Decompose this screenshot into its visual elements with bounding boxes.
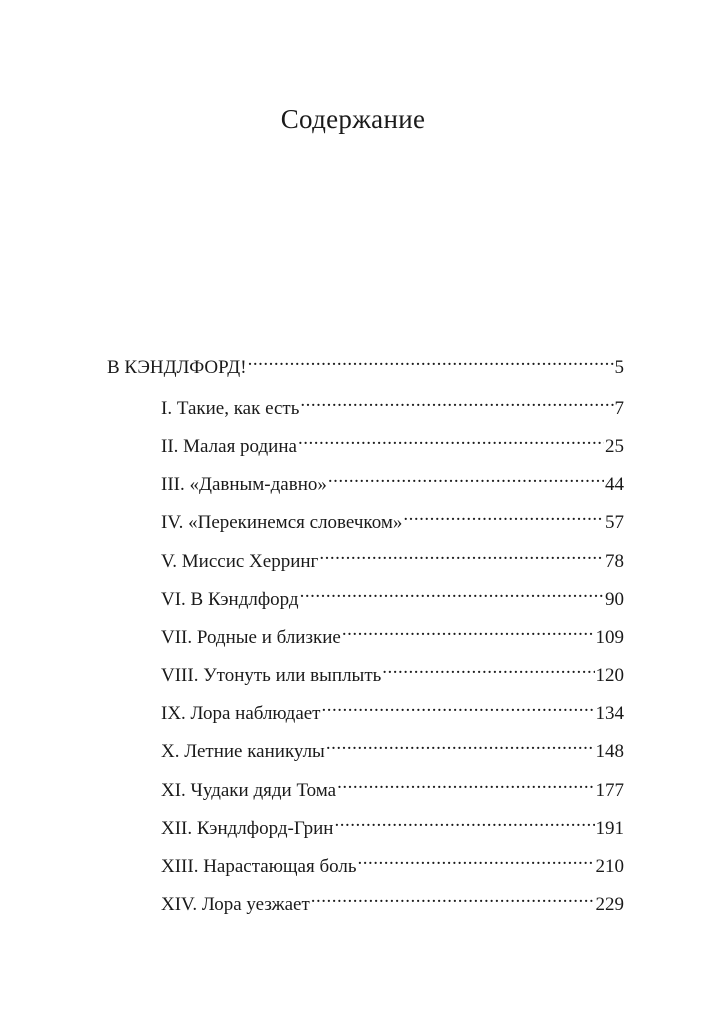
toc-entry-label: II. Малая родина	[161, 436, 297, 457]
toc-entry-page: 229	[595, 894, 624, 915]
toc-entry-page: 134	[595, 703, 624, 724]
toc-entry-label: XI. Чудаки дяди Тома	[161, 780, 337, 801]
dot-leader	[328, 464, 604, 490]
toc-entry-page: 148	[595, 741, 624, 762]
dot-leader	[382, 655, 594, 681]
dot-leader	[337, 770, 594, 796]
toc-entry-label: XIV. Лора уезжает	[161, 894, 310, 915]
toc-entry-label: V. Миссис Херринг	[161, 551, 319, 572]
toc-entry-page: 191	[595, 818, 624, 839]
toc-entry-page: 78	[605, 551, 624, 572]
toc-entry-part[interactable]	[107, 347, 624, 378]
dot-leader	[319, 541, 604, 567]
toc-entry[interactable]	[161, 693, 624, 724]
toc-entry[interactable]	[161, 388, 624, 419]
toc-entry-page: 25	[605, 436, 624, 457]
toc-entry-label: XII. Кэндлфорд-Грин	[161, 818, 334, 839]
toc-entry-page: 44	[605, 474, 624, 495]
toc-entry-label: X. Летние каникулы	[161, 741, 325, 762]
toc-entry[interactable]	[161, 884, 624, 915]
dot-leader	[300, 579, 604, 605]
toc-entry[interactable]	[161, 770, 624, 801]
toc-entry-page: 177	[595, 780, 624, 801]
toc-entry[interactable]	[161, 541, 624, 572]
toc-entry-page: 5	[614, 357, 624, 378]
dot-leader	[311, 884, 595, 910]
toc-entry-page: 210	[595, 856, 624, 877]
toc-entry-label: I. Такие, как есть	[161, 398, 300, 419]
toc-entry-label: В КЭНДЛФОРД!	[107, 357, 247, 378]
toc-entry[interactable]	[161, 617, 624, 648]
dot-leader	[403, 502, 604, 528]
toc-entry-page: 7	[614, 398, 624, 419]
dot-leader	[300, 388, 613, 414]
toc-entry[interactable]	[161, 579, 624, 610]
toc-entry[interactable]	[161, 731, 624, 762]
toc-entry[interactable]	[161, 808, 624, 839]
dot-leader	[326, 731, 595, 757]
toc-entry-label: VII. Родные и близкие	[161, 627, 341, 648]
dot-leader	[358, 846, 595, 872]
toc-entry-label: IX. Лора наблюдает	[161, 703, 321, 724]
toc-entry[interactable]	[161, 464, 624, 495]
toc-entry[interactable]	[161, 655, 624, 686]
toc-entry-label: III. «Давным-давно»	[161, 474, 327, 495]
toc-entry-label: IV. «Перекинемся словечком»	[161, 512, 403, 533]
toc-entry-label: VI. В Кэндлфорд	[161, 589, 299, 610]
toc-entry-page: 109	[595, 627, 624, 648]
dot-leader	[322, 693, 595, 719]
page-title: Содержание	[280, 104, 426, 134]
toc-entry-page: 90	[605, 589, 624, 610]
dot-leader	[298, 426, 604, 452]
toc-entry-page: 120	[595, 665, 624, 686]
dot-leader	[342, 617, 595, 643]
dot-leader	[334, 808, 594, 834]
dot-leader	[248, 347, 614, 373]
toc-entry-label: XIII. Нарастающая боль	[161, 856, 357, 877]
toc-entry[interactable]	[161, 426, 624, 457]
toc-entry[interactable]	[161, 502, 624, 533]
toc-entry-label: VIII. Утонуть или выплыть	[161, 665, 382, 686]
toc-entry-page: 57	[605, 512, 624, 533]
toc-entry[interactable]	[161, 846, 624, 877]
